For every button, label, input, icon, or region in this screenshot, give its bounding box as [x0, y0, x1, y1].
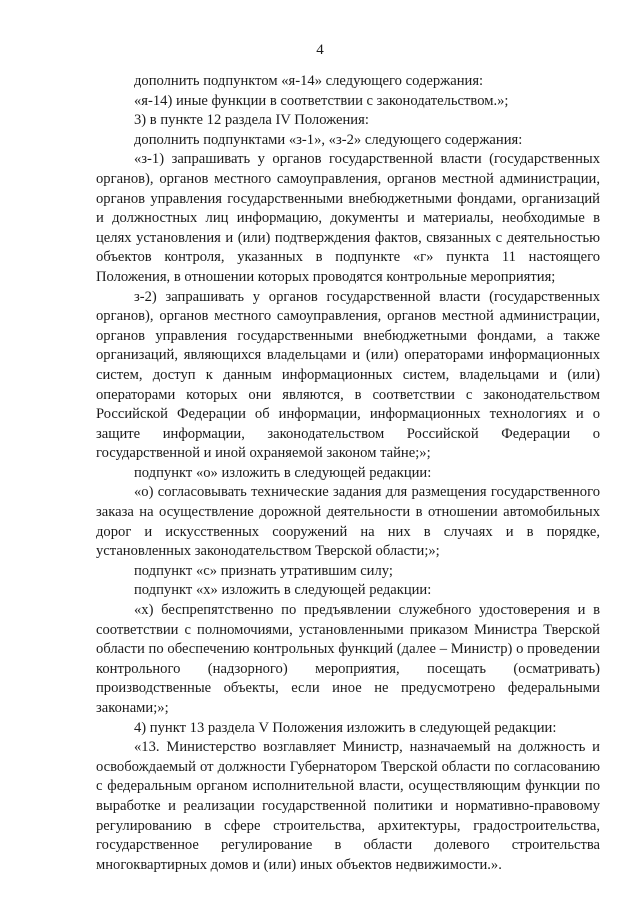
- paragraph: 4) пункт 13 раздела V Положения изложить в следующей редакции:: [134, 719, 557, 736]
- document-body: [96, 72, 600, 875]
- paragraph: «х) беспрепятственно по предъявлении служебного удостоверения и в соответствии с полномочиями, установленными приказом Министра Тверской области по обеспечению контрольных функций (далее – Министр) о проведении контрольного (надзорного) мероприятия, посещать (осматривать) производственные объекты, если иное не предусмотрено федеральными законами;»;: [96, 602, 600, 716]
- page-number: 4: [316, 42, 324, 58]
- paragraph: «о) согласовывать технические задания для размещения государственного заказа на осуществление дорожной деятельности в отношении автомобильных дорог и искусственных сооружений на них в случаях и в порядке, установленных законодательством Тверской области;»;: [96, 484, 600, 560]
- paragraph: дополнить подпунктами «з-1», «з-2» следующего содержания:: [134, 131, 523, 148]
- paragraph: 3) в пункте 12 раздела IV Положения:: [134, 112, 369, 129]
- paragraph: «13. Министерство возглавляет Министр, назначаемый на должность и освобождаемый от должности Губернатором Тверской области по согласованию с федеральным органом исполнительной власти, осуществляющим функции по выработке и реализации государственной политики и нормативно-правовому регулированию в сфере строительства, архитектуры, градостроительства, государственное регулирование в области долевого строительства многоквартирных домов и (или) иных объектов недвижимости.».: [96, 739, 600, 873]
- paragraph: подпункт «х» изложить в следующей редакции:: [134, 582, 432, 599]
- paragraph: подпункт «с» признать утратившим силу;: [134, 562, 393, 579]
- paragraph: «я-14) иные функции в соответствии с законодательством.»;: [134, 92, 509, 109]
- paragraph: дополнить подпунктом «я-14» следующего содержания:: [134, 73, 484, 89]
- paragraph: «з-1) запрашивать у органов государственной власти (государственных органов), органов местного самоуправления, органов местной администрации, органов управления государственными внебюджетными фондами, организаций и должностных лиц информацию, документы и материалы, необходимые в целях установления и (или) подтверждения фактов, связанных с деятельностью объектов контроля, указанных в подпункте «г» пункта 11 настоящего Положения, в отношении которых проводятся контрольные мероприятия;: [96, 151, 600, 285]
- paragraph: з-2) запрашивать у органов государственной власти (государственных органов), органов местного самоуправления, органов местной администрации, органов управления государственными внебюджетными фондами, а также организаций, являющихся владельцами и (или) операторами информационных систем, доступ к данным информационных систем, владельцами и (или) операторами которых они являются, в соответствии с законодательством Российской Федерации об информации, информационных технологиях и о защите информации, законодательством Российской Федерации о государственной и иной охраняемой законом тайне;»;: [96, 288, 600, 462]
- paragraph: подпункт «о» изложить в следующей редакции:: [134, 464, 432, 481]
